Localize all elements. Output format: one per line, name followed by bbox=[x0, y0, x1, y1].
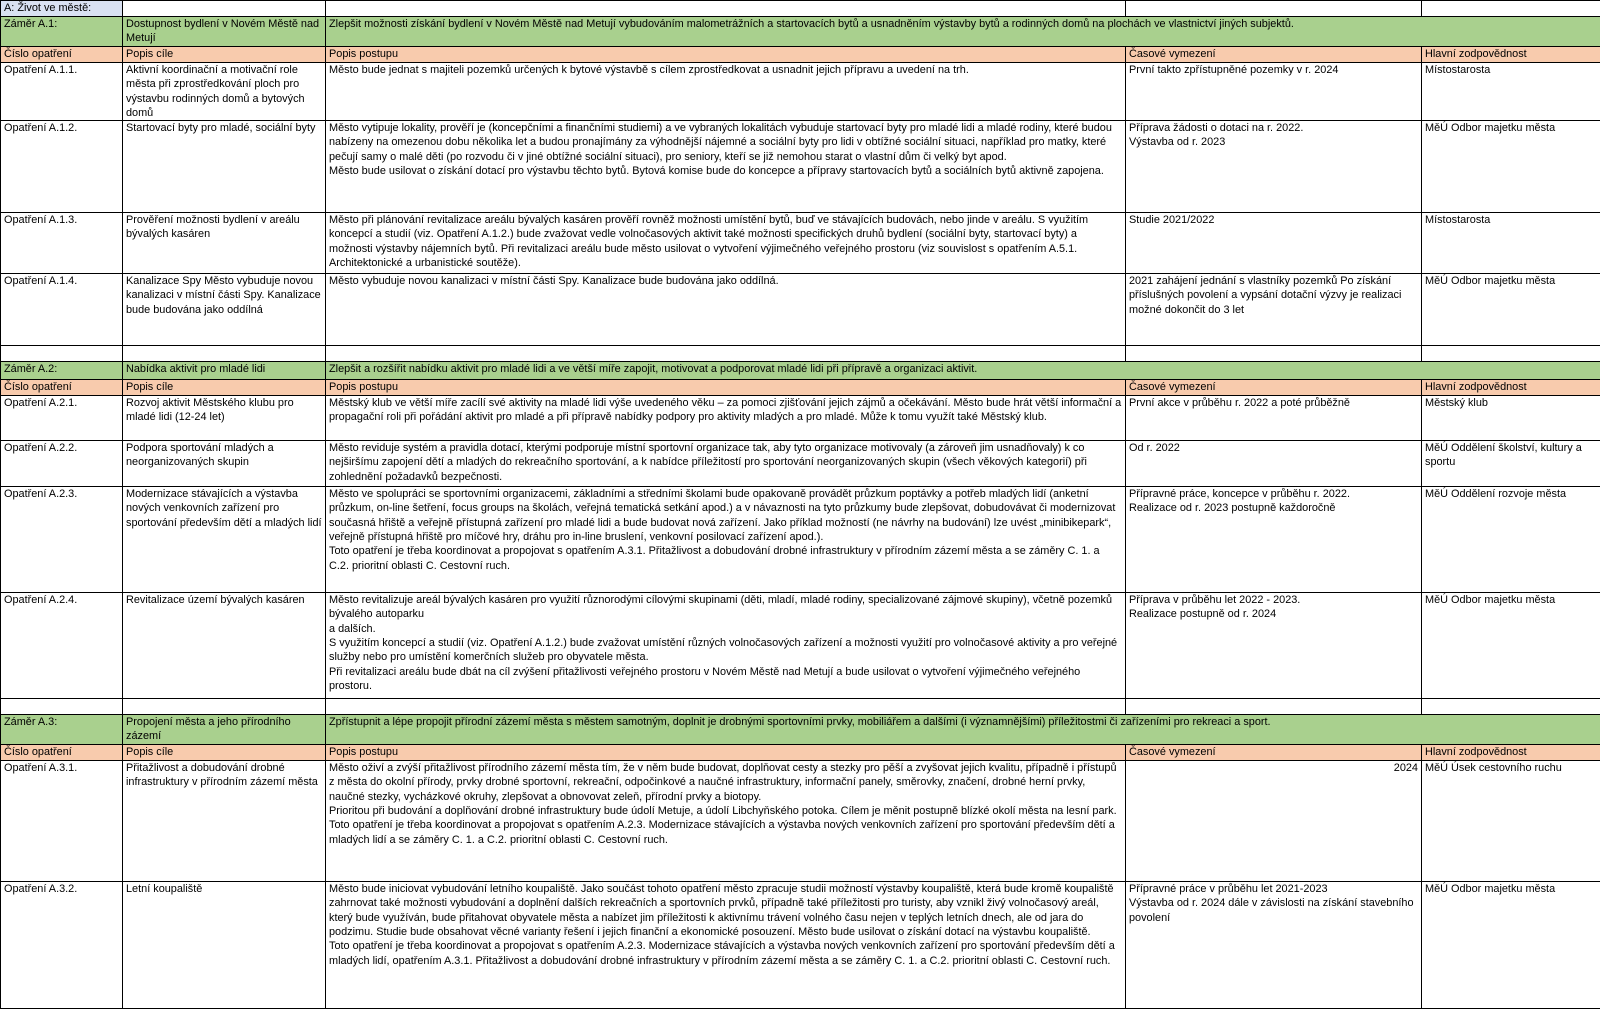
measure-row bbox=[1, 761, 1600, 882]
goal-label[interactable]: Záměr A.1: bbox=[1, 17, 123, 47]
empty-cell[interactable] bbox=[1126, 1, 1422, 17]
measure-goal[interactable]: Přitažlivost a dobudování drobné infrastruktury v přírodním zázemí města bbox=[123, 761, 326, 882]
measure-row bbox=[1, 593, 1600, 699]
sheet-title-row bbox=[1, 1, 1600, 17]
measure-row bbox=[1, 487, 1600, 593]
measure-procedure[interactable]: Město bude iniciovat vybudování letního koupaliště. Jako součást tohoto opatření město zpracuje studii možností výstavby koupaliště, která bude kromě koupaliště zahrnovat také možnosti vybudování a doplnění dalších rekreačních a sportovních prvků, případně také příležitosti pro turisty, aby vznikl živý volnočasový areál, který bude využíván, bude přitahovat obyvatele města a nabízet jim příležitosti k aktivnímu trávení volného času nejen v teplých letních dnech, ale od jara do podzimu. Studie bude obsahovat věcné varianty řešení i jejich finanční a ekonomické posouzení. Město bude usilovat o získání dotací na výstavbu koupaliště. Toto opatření je třeba koordinovat a propojovat s opatřením A.2.3. Modernizace stávajících a výstavba nových venkovních zařízení pro sportování především dětí a mladých lidí, opatřením A.3.1. Přitažlivost a dobudování drobné infrastruktury v přírodním zázemí města a se záměry C. 1. a C.2. prioritní oblasti C. Cestovní ruch. bbox=[326, 882, 1126, 1009]
goal-label[interactable]: Záměr A.2: bbox=[1, 362, 123, 380]
column-header-row bbox=[1, 380, 1600, 396]
measure-row bbox=[1, 213, 1600, 274]
goal-row bbox=[1, 17, 1600, 47]
measure-id[interactable]: Opatření A.1.2. bbox=[1, 121, 123, 213]
column-header-procedure[interactable]: Popis postupu bbox=[326, 380, 1126, 396]
measure-procedure[interactable]: Městský klub ve větší míře zacílí své aktivity na mladé lidi výše uvedeného věku – za pomoci zjišťování jejich zájmů a očekávání. Město bude hrát větší informační a propagační roli při pořádání aktivit pro mladé a při přípravě nabídky podpory pro aktivity mladých a pro mladé. Může k tomu využít také Městský klub. bbox=[326, 396, 1126, 441]
measure-row bbox=[1, 274, 1600, 346]
measure-responsible[interactable]: Městský klub bbox=[1422, 396, 1600, 441]
spacer-row bbox=[1, 346, 1600, 362]
measure-id[interactable]: Opatření A.2.3. bbox=[1, 487, 123, 593]
column-header-timing[interactable]: Časové vymezení bbox=[1126, 47, 1422, 63]
column-header-procedure[interactable]: Popis postupu bbox=[326, 745, 1126, 761]
empty-cell[interactable] bbox=[326, 346, 1126, 362]
empty-cell[interactable] bbox=[123, 699, 326, 715]
column-header-goal[interactable]: Popis cíle bbox=[123, 380, 326, 396]
measure-timing[interactable]: Od r. 2022 bbox=[1126, 441, 1422, 487]
measure-procedure[interactable]: Město ve spolupráci se sportovními organizacemi, základními a středními školami bude opakovaně provádět průzkum poptávky a potřeb mladých lidí (anketní průzkum, on-line šetření, focus groups na školách, veřejná tematická setkání apod.) a v návaznosti na tyto průzkumy bude zlepšovat, dobudovávat či modernizovat současná hřiště a veřejně přístupná zařízení pro mladé lidi a bude budovat nová zařízení. Jako příklad možností (ne návrhy na budování) lze uvést „minibikepark“, veřejně přístupná hřiště pro míčové hry, dráhu pro in-line bruslení, venkovní posilovací zařízení apod.). Toto opatření je třeba koordinovat a propojovat s opatřením A.3.1. Přitažlivost a dobudování drobné infrastruktury v přírodním zázemí města a se záměry C. 1. a C.2. prioritní oblasti C. Cestovní ruch. bbox=[326, 487, 1126, 593]
goal-description[interactable]: Zpřístupnit a lépe propojit přírodní zázemí města s městem samotným, doplnit je drobnými sportovními prvky, mobiliářem a dalšími (i významnějšími) příležitostmi či zařízeními pro rekreaci a sport. bbox=[326, 715, 1600, 745]
measure-responsible[interactable]: MěÚ Odbor majetku města bbox=[1422, 882, 1600, 1009]
empty-cell[interactable] bbox=[1, 346, 123, 362]
measure-procedure[interactable]: Město při plánování revitalizace areálu bývalých kasáren prověří rovněž možnosti umístění bytů, buď ve stávajících budovách, nebo jinde v areálu. S využitím koncepcí a studií (viz. Opatření A.1.2.) bude zvažovat vedle volnočasových aktivit také možnosti specifických druhů bydlení (sociální byty, startovací byty) a možnosti výstavby nájemních bytů. Při revitalizaci areálu bude město usilovat o vytvoření výjimečného veřejného prostoru (viz souvislost s opatřením A.5.1. Architektonické a urbanistické soutěže). bbox=[326, 213, 1126, 274]
measure-procedure[interactable]: Město reviduje systém a pravidla dotací, kterými podporuje místní sportovní organizace tak, aby tyto organizace motivovaly (a zároveň jim usnadňovaly) k co nejširšímu zapojení dětí a mladých do rekreačního sportování, a k nabídce příležitostí pro sportování neorganizovaných skupin (všech věkových kategorií) při zohlednění požadavků bezpečnosti. bbox=[326, 441, 1126, 487]
column-header-responsible[interactable]: Hlavní zodpovědnost bbox=[1422, 745, 1600, 761]
column-header-procedure[interactable]: Popis postupu bbox=[326, 47, 1126, 63]
empty-cell[interactable] bbox=[1422, 346, 1600, 362]
measure-procedure[interactable]: Město bude jednat s majiteli pozemků určených k bytové výstavbě s cílem zprostředkovat a usnadnit jejich přípravu a uvedení na trh. bbox=[326, 63, 1126, 121]
measure-timing[interactable]: První akce v průběhu r. 2022 a poté průběžně bbox=[1126, 396, 1422, 441]
goal-row bbox=[1, 362, 1600, 380]
measure-responsible[interactable]: Místostarosta bbox=[1422, 213, 1600, 274]
goal-row bbox=[1, 715, 1600, 745]
empty-cell[interactable] bbox=[123, 346, 326, 362]
column-header-id[interactable]: Číslo opatření bbox=[1, 47, 123, 63]
empty-cell[interactable] bbox=[1422, 1, 1600, 17]
measure-timing[interactable]: Studie 2021/2022 bbox=[1126, 213, 1422, 274]
column-header-goal[interactable]: Popis cíle bbox=[123, 745, 326, 761]
measure-timing[interactable]: Přípravné práce v průběhu let 2021-2023 Výstavba od r. 2024 dále v závislosti na získání stavebního povolení bbox=[1126, 882, 1422, 1009]
column-header-row bbox=[1, 745, 1600, 761]
measure-timing[interactable]: Přípravné práce, koncepce v průběhu r. 2022. Realizace od r. 2023 postupně každoročně bbox=[1126, 487, 1422, 593]
measure-goal[interactable]: Revitalizace území bývalých kasáren bbox=[123, 593, 326, 699]
measure-id[interactable]: Opatření A.1.3. bbox=[1, 213, 123, 274]
sheet-title[interactable]: A: Život ve městě: bbox=[1, 1, 123, 17]
measure-responsible[interactable]: Místostarosta bbox=[1422, 63, 1600, 121]
measure-goal[interactable]: Rozvoj aktivit Městského klubu pro mladé lidi (12-24 let) bbox=[123, 396, 326, 441]
measure-goal[interactable]: Prověření možnosti bydlení v areálu bývalých kasáren bbox=[123, 213, 326, 274]
measure-goal[interactable]: Podpora sportování mladých a neorganizovaných skupin bbox=[123, 441, 326, 487]
measure-goal[interactable]: Modernizace stávajících a výstavba nových venkovních zařízení pro sportování především dětí a mladých lidí bbox=[123, 487, 326, 593]
goal-name[interactable]: Propojení města a jeho přírodního zázemí bbox=[123, 715, 326, 745]
measure-id[interactable]: Opatření A.3.1. bbox=[1, 761, 123, 882]
measure-responsible[interactable]: MěÚ Odbor majetku města bbox=[1422, 593, 1600, 699]
measure-row bbox=[1, 396, 1600, 441]
measure-row bbox=[1, 441, 1600, 487]
measure-procedure[interactable]: Město oživí a zvýší přitažlivost přírodního zázemí města tím, že v něm bude budovat, doplňovat cesty a stezky pro pěší a zvyšovat jejich kvalitu, případně i přístupů z města do okolní přírody, prvky drobné sportovní, rekreační, odpočinkové a naučné infrastruktury, informační panely, směrovky, značení, drobné herní prvky, naučné stezky, vycházkové okruhy, zlepšovat a obnovovat zeleň, přírodní prvky a biotopy. Prioritou při budování a doplňování drobné infrastruktury bude údolí Metuje, a údolí Libchyňského potoka. Cílem je měnit postupně blízké okolí města na lesní park. Toto opatření je třeba koordinovat a propojovat s opatřením A.2.3. Modernizace stávajících a výstavba nových venkovních zařízení pro sportování především dětí a mladých lidí a se záměry C. 1. a C.2. prioritní oblasti C. Cestovní ruch. bbox=[326, 761, 1126, 882]
empty-cell[interactable] bbox=[123, 1, 326, 17]
measure-row bbox=[1, 882, 1600, 1009]
measure-goal[interactable]: Letní koupaliště bbox=[123, 882, 326, 1009]
empty-cell[interactable] bbox=[326, 699, 1126, 715]
measure-id[interactable]: Opatření A.2.1. bbox=[1, 396, 123, 441]
measure-goal[interactable]: Aktivní koordinační a motivační role města při zprostředkování ploch pro výstavbu rodinných domů a bytových domů bbox=[123, 63, 326, 121]
measure-responsible[interactable]: MěÚ Úsek cestovního ruchu bbox=[1422, 761, 1600, 882]
column-header-responsible[interactable]: Hlavní zodpovědnost bbox=[1422, 380, 1600, 396]
measure-procedure[interactable]: Město vytipuje lokality, prověří je (koncepčními a finančními studiemi) a ve vybraných lokalitách vybuduje startovací byty pro mladé lidi a mladé rodiny, které budou nabízeny na omezenou dobu několika let a budou pronajímány za výhodnější nájemné a sociální byty pro lidi v obtížné sociální situaci, například pro matky, které pečují samy o malé děti (po rozvodu či v jiné obtížné sociální situaci), pro seniory, kteří se již nemohou starat o vlastní dům či velký byt apod. Město bude usilovat o získání dotací pro výstavbu těchto bytů. Bytová komise bude do koncepce a přípravy startovacích bytů a sociálních bytů aktivně zapojena. bbox=[326, 121, 1126, 213]
measure-responsible[interactable]: MěÚ Odbor majetku města bbox=[1422, 274, 1600, 346]
measure-timing[interactable]: 2024 bbox=[1126, 761, 1422, 882]
measure-timing[interactable]: Příprava žádosti o dotaci na r. 2022. Výstavba od r. 2023 bbox=[1126, 121, 1422, 213]
measure-id[interactable]: Opatření A.2.4. bbox=[1, 593, 123, 699]
column-header-responsible[interactable]: Hlavní zodpovědnost bbox=[1422, 47, 1600, 63]
measure-timing[interactable]: Příprava v průběhu let 2022 - 2023. Realizace postupně od r. 2024 bbox=[1126, 593, 1422, 699]
measure-procedure[interactable]: Město vybuduje novou kanalizaci v místní části Spy. Kanalizace bude budována jako oddílná. bbox=[326, 274, 1126, 346]
column-header-id[interactable]: Číslo opatření bbox=[1, 745, 123, 761]
measure-responsible[interactable]: MěÚ Oddělení rozvoje města bbox=[1422, 487, 1600, 593]
plan-table-body bbox=[1, 1, 1600, 1009]
measure-goal[interactable]: Startovací byty pro mladé, sociální byty bbox=[123, 121, 326, 213]
column-header-row bbox=[1, 47, 1600, 63]
measure-responsible[interactable]: MěÚ Odbor majetku města bbox=[1422, 121, 1600, 213]
measure-id[interactable]: Opatření A.1.4. bbox=[1, 274, 123, 346]
empty-cell[interactable] bbox=[1126, 699, 1422, 715]
measure-timing[interactable]: 2021 zahájení jednání s vlastníky pozemků Po získání příslušných povolení a vypsání dotační výzvy je realizaci možné dokončit do 3 let bbox=[1126, 274, 1422, 346]
empty-cell[interactable] bbox=[1, 699, 123, 715]
measure-id[interactable]: Opatření A.1.1. bbox=[1, 63, 123, 121]
goal-name[interactable]: Dostupnost bydlení v Novém Městě nad Metují bbox=[123, 17, 326, 47]
measure-timing[interactable]: První takto zpřístupněné pozemky v r. 2024 bbox=[1126, 63, 1422, 121]
column-header-id[interactable]: Číslo opatření bbox=[1, 380, 123, 396]
measure-goal[interactable]: Kanalizace Spy Město vybuduje novou kanalizaci v místní části Spy. Kanalizace bude budována jako oddílná bbox=[123, 274, 326, 346]
measure-responsible[interactable]: MěÚ Oddělení školství, kultury a sportu bbox=[1422, 441, 1600, 487]
spacer-row bbox=[1, 699, 1600, 715]
measure-procedure[interactable]: Město revitalizuje areál bývalých kasáren pro využití různorodými cílovými skupinami (děti, mladí, mladé rodiny, specializované zájmové skupiny), včetně pozemků bývalého autoparku a dalších. S využitím koncepcí a studií (viz. Opatření A.1.2.) bude zvažovat umístění různých volnočasových zařízení a možnosti využití pro volnočasové aktivity a pro veřejné služby nebo pro umístění komerčních služeb pro obyvatele města. Při revitalizaci areálu bude dbát na cíl zvýšení přitažlivosti veřejného prostoru v Novém Městě nad Metují a bude usilovat o vytvoření výjimečného veřejného prostoru. bbox=[326, 593, 1126, 699]
empty-cell[interactable] bbox=[326, 1, 1126, 17]
goal-name[interactable]: Nabídka aktivit pro mladé lidi bbox=[123, 362, 326, 380]
measure-id[interactable]: Opatření A.2.2. bbox=[1, 441, 123, 487]
column-header-timing[interactable]: Časové vymezení bbox=[1126, 745, 1422, 761]
goal-label[interactable]: Záměr A.3: bbox=[1, 715, 123, 745]
measure-row bbox=[1, 63, 1600, 121]
measure-id[interactable]: Opatření A.3.2. bbox=[1, 882, 123, 1009]
column-header-goal[interactable]: Popis cíle bbox=[123, 47, 326, 63]
measure-row bbox=[1, 121, 1600, 213]
goal-description[interactable]: Zlepšit a rozšířit nabídku aktivit pro mladé lidi a ve větší míře zapojit, motivovat a podporovat mladé lidi při přípravě a organizaci aktivit. bbox=[326, 362, 1600, 380]
goal-description[interactable]: Zlepšit možnosti získání bydlení v Novém Městě nad Metují vybudováním malometrážních a startovacích bytů a usnadněním výstavby bytů a rodinných domů na plochách ve vlastnictví jiných subjektů. bbox=[326, 17, 1600, 47]
empty-cell[interactable] bbox=[1422, 699, 1600, 715]
column-header-timing[interactable]: Časové vymezení bbox=[1126, 380, 1422, 396]
empty-cell[interactable] bbox=[1126, 346, 1422, 362]
